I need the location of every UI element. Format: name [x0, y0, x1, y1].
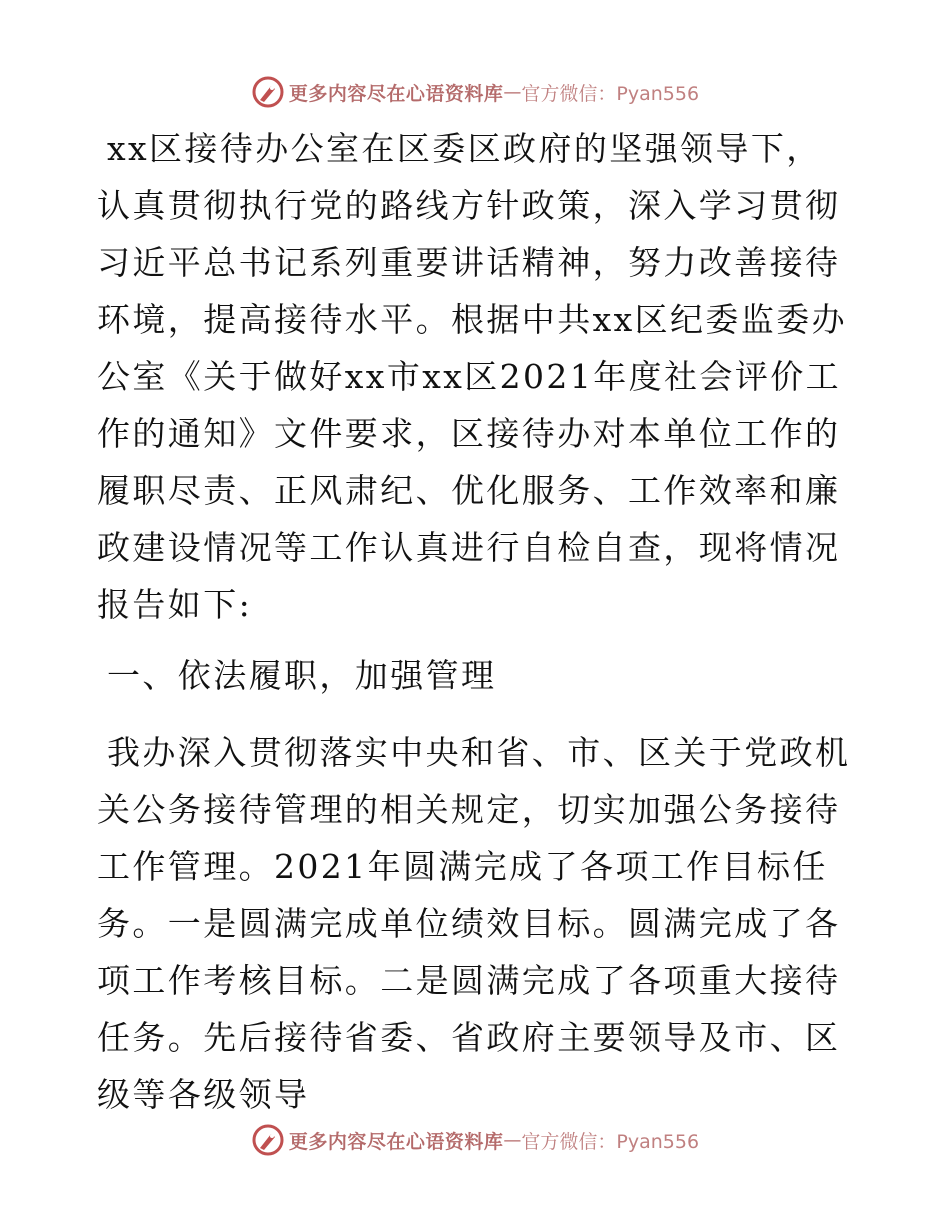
watermark-separator: — — [503, 81, 522, 103]
watermark-text: 更多内容尽在心语资料库 — [288, 1130, 504, 1153]
watermark-separator: — — [503, 1129, 522, 1151]
document-body — [97, 120, 857, 1123]
pen-nib-logo-icon — [251, 1123, 285, 1157]
section-heading-1: 一、依法履职，加强管理 — [107, 656, 497, 695]
watermark-wechat: 官方微信：Pyan556 — [521, 1130, 700, 1153]
paragraph-intro: xx区接待办公室在区委区政府的坚强领导下，认真贯彻执行党的路线方针政策，深入学习贯彻习近平总书记系列重要讲话精神，努力改善接待环境，提高接待水平。根据中共xx区纪委监委办公室《关于做好xx市xx区2021年度社会评价工作的通知》文件要求，区接待办对本单位工作的履职尽责、正风肃纪、优化服务、工作效率和廉政建设情况等工作认真进行自检自查，现将情况报告如下: — [97, 129, 848, 624]
pen-nib-logo-icon — [251, 75, 285, 109]
watermark-wechat: 官方微信：Pyan556 — [521, 82, 700, 105]
paragraph-section-1: 我办深入贯彻落实中央和省、市、区关于党政机关公务接待管理的相关规定，切实加强公务接待工作管理。2021年圆满完成了各项工作目标任务。一是圆满完成单位绩效目标。圆满完成了各项工作考核目标。二是圆满完成了各项重大接待任务。先后接待省委、省政府主要领导及市、区级等各级领导 — [97, 733, 851, 1114]
watermark-text: 更多内容尽在心语资料库 — [288, 82, 504, 105]
header-watermark — [0, 72, 950, 112]
footer-watermark — [0, 1120, 950, 1160]
